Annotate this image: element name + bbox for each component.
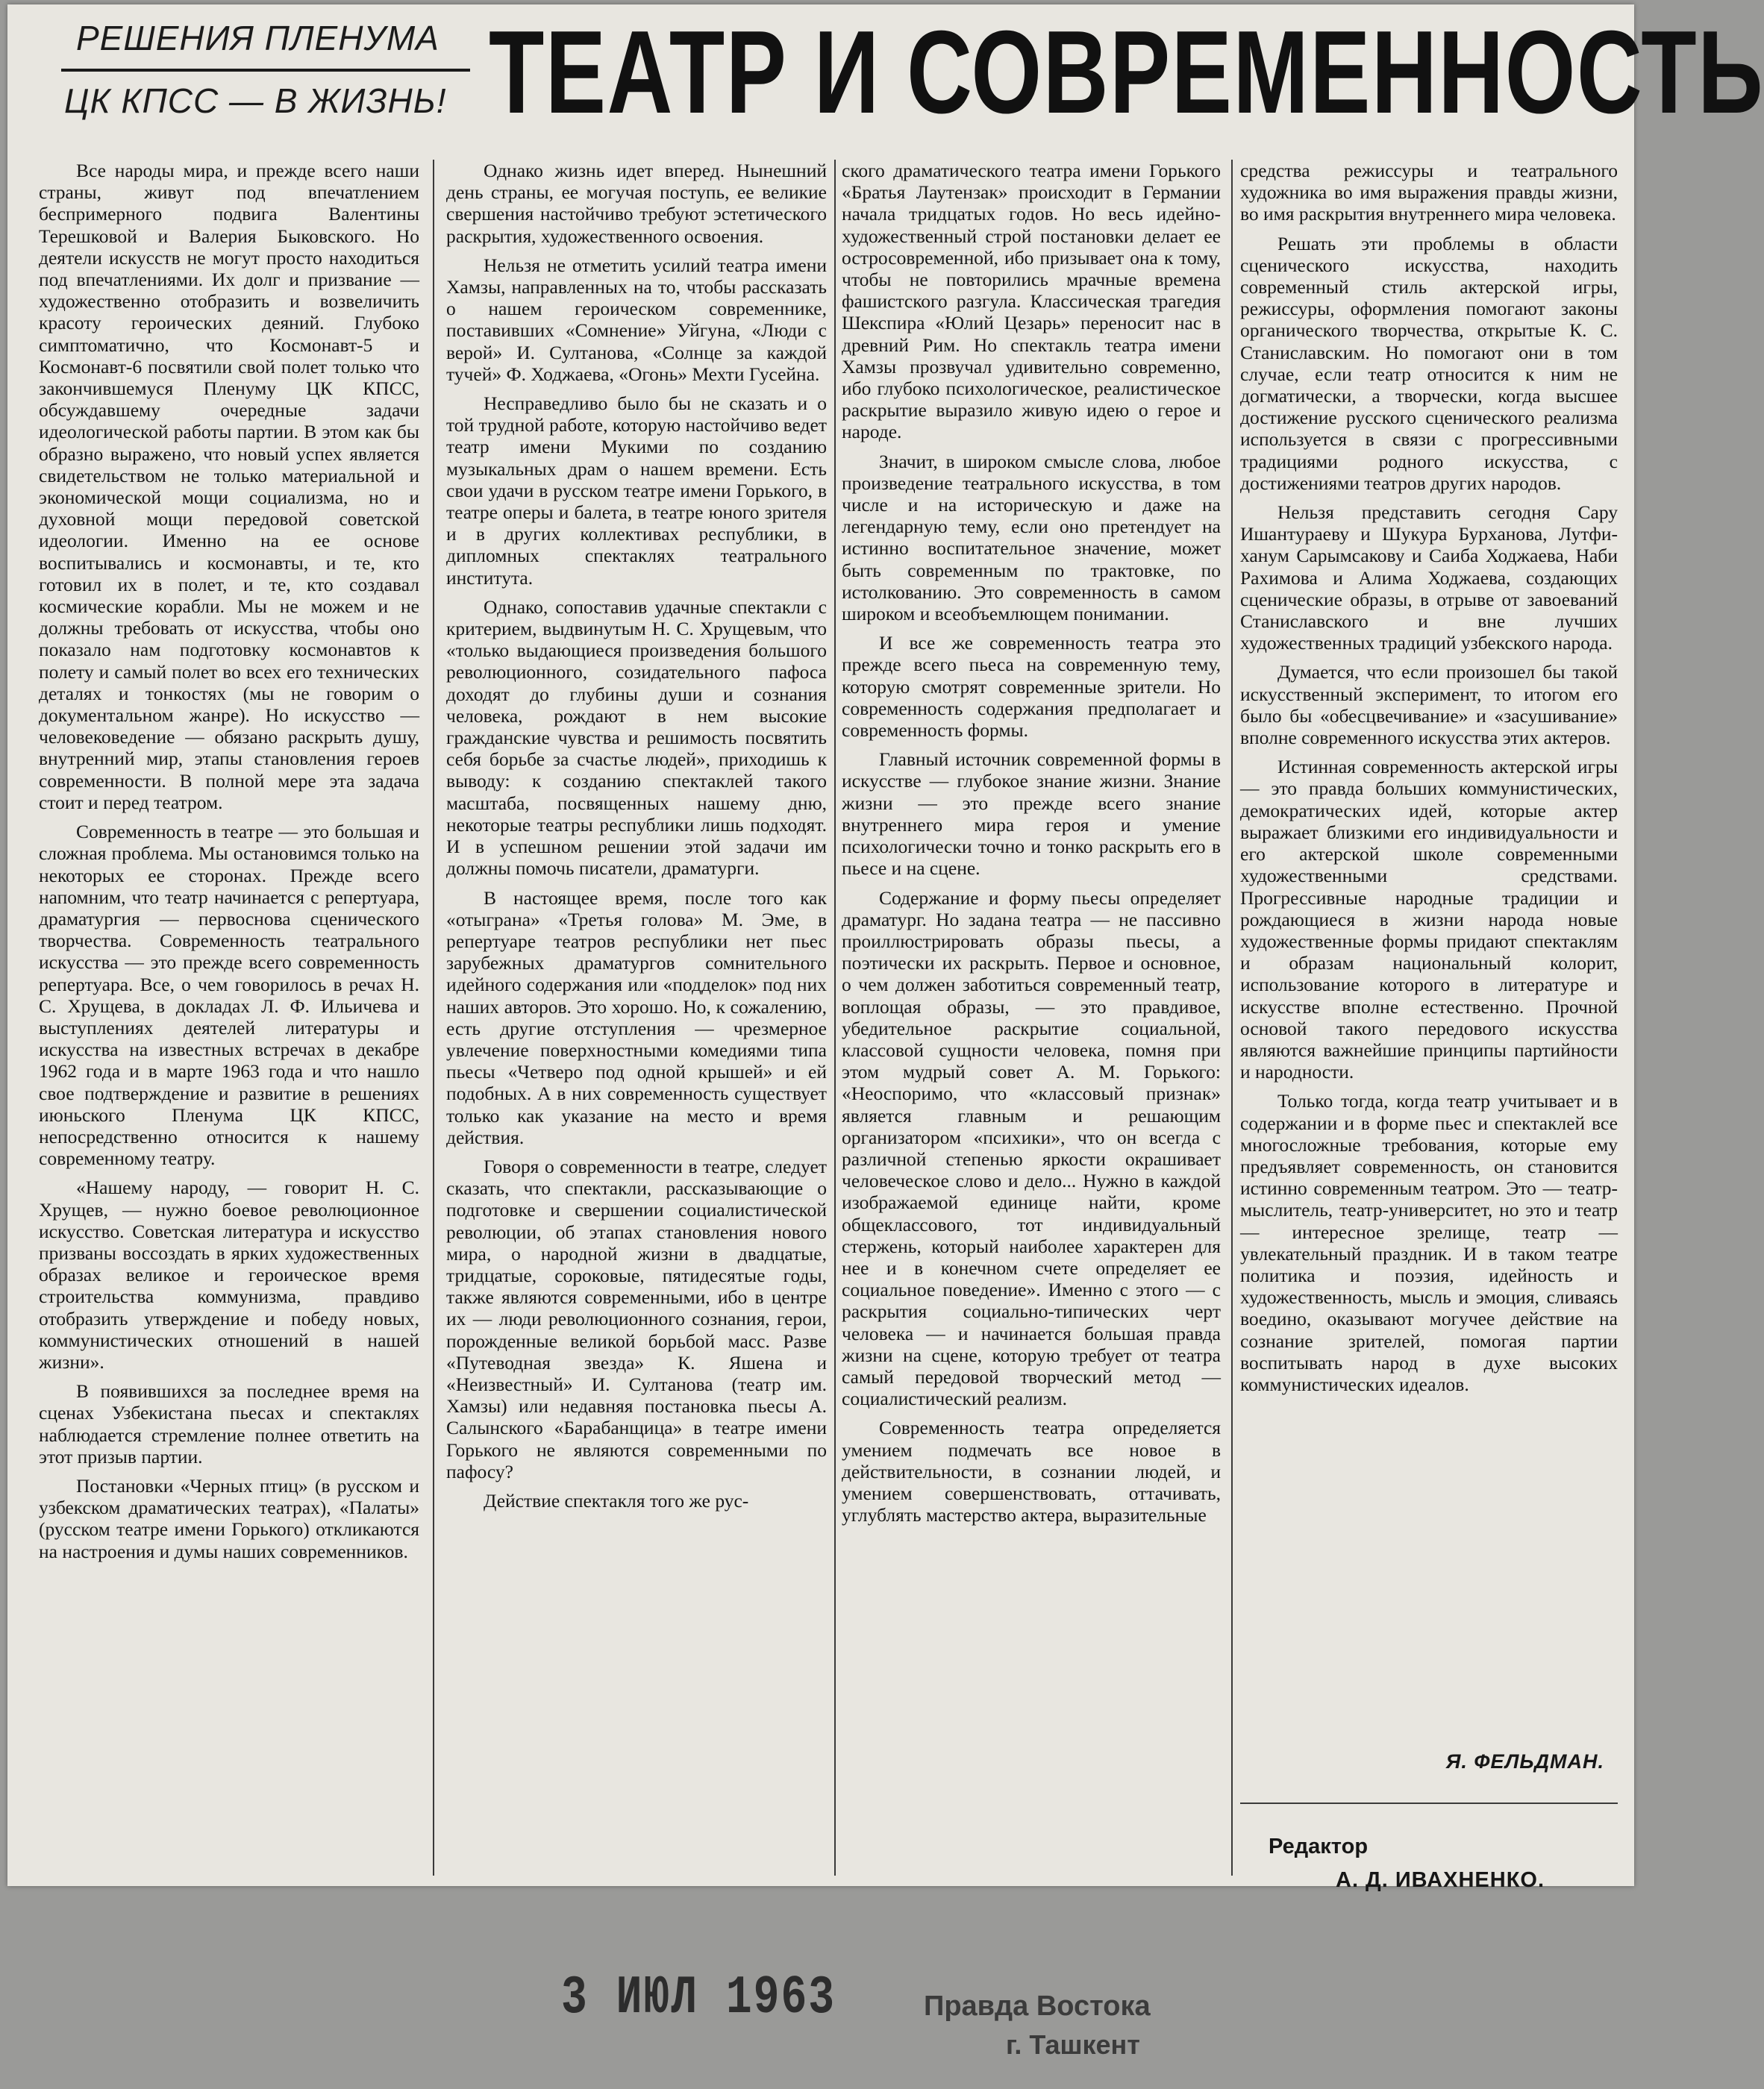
paragraph: ского драматического театра имени Горького «Братья Лаутензак» происходит в Германии начала тридцатых годов. Но весь идейно-художественный строй постановки делает ее остросовременной, ибо призывает она к тому, чтобы не повторились мрачные времена фашистского разгула. Классическая трагедия Шекспира «Юлий Цезарь» переносит нас в древний Рим. Но спектакль театра имени Хамзы прозвучал удивительно современно, ибо глубоко психологическое, реалистическое раскрытие выразило живую идею о герое и народе. — [842, 160, 1221, 443]
column-divider — [433, 160, 434, 1876]
paragraph: «Нашему народу, — говорит Н. С. Хрущев, — нужно боевое революционное искусство. Советская литература и искусство призваны воссоздать в ярких художественных образах великое и героическое время строительства коммунизма, правдиво отобразить утверждение и победу новых, коммунистических отношений в нашей жизни». — [39, 1177, 419, 1373]
newspaper-clipping — [7, 4, 1764, 1892]
editor-label: Редактор — [1269, 1835, 1369, 1858]
column-divider — [834, 160, 836, 1876]
paragraph: Значит, в широком смысле слова, любое произведение театрального искусства, в том числе и на историческую и даже на легендарную тему, если оно претендует на истинно воспитательное значение, может быть современным по трактовке, по истолкованию. Это современность в самом широком и всеобъемлющем понимании. — [842, 450, 1221, 625]
paragraph: Содержание и форму пьесы определяет драматург. Но задана театра — не пассивно проиллюстрировать образы пьесы, а поэтически их раскрыть. Первое и основное, о чем должен заботиться современный театр, воплощая образы, — это правдивое, убедительное раскрытие социальной, классовой сущности человека, помня при этом мудрый совет А. М. Горького: «Неоспоримо, что «классовый признак» является главным и решающим организатором «психики», что он всегда с различной степенью яркости окрашивает человеческое слово и дело... Нужно в каждой изображаемой единице найти, кроме общеклассового, тот индивидуальный стержень, который наиболее характерен для нее и в конечном счете определяет ее социальное поведение». Именно с этого — с раскрытия социально-типических черт человека — и начинается большая правда жизни на сцене, которую требует от театра самый передовой творческий метод — социалистический реализм. — [842, 886, 1221, 1410]
author-signature: Я. ФЕЛЬДМАН. — [1445, 1750, 1604, 1773]
editor-divider — [1240, 1803, 1618, 1804]
article-column-4 — [1240, 160, 1618, 1395]
article-column-2 — [446, 160, 827, 1512]
paragraph: Все народы мира, и прежде всего наши страны, живут под впечатлением беспримерного подвига Валентины Терешковой и Валерия Быковского. Но деятели искусств не могут просто находиться под впечатлениями. Их долг и призвание — художественно отобразить и возвеличить красоту героических деяний. Глубоко симптоматично, что Космонавт-5 и Космонавт-6 посвятили свой полет только что закончившемуся Пленуму ЦК КПСС, обсуждавшему очередные задачи идеологической работы партии. В этом как бы образно выражено, что новый успех является свидетельством не только материальной и экономической мощи социализма, но и духовной мощи передовой советской идеологии. Именно на ее основе воспитывались и космонавты, и те, кто готовил их в полет, и те, кто создавал космические корабли. Мы не можем и не должны требовать от искусства, чтобы оно показало нам подготовку космонавтов к полету и самый полет во всех его технических деталях и тонкостях (мы не говорим о документальном жанре). Но искусство — человековедение — обязано раскрыть душу, внутренний мир, этапы становления героев современности. В полной мере эта задача стоит и перед театром. — [39, 160, 419, 813]
column-divider — [1231, 160, 1233, 1876]
paragraph: Однако, сопоставив удачные спектакли с критерием, выдвинутым Н. С. Хрущевым, что «только выдающиеся произведения большого революционного, созидательного пафоса доходят до глубины души и сознания человека, рождают в нем высокие гражданские чувства и решимость посвятить себя борьбе за счастье людей», приходишь к выводу: к созданию спектаклей такого масштаба, посвященных нашему дню, некоторые театры республики лишь подходят. И в успешном решении этой задачи им должны помочь писатели, драматурги. — [446, 595, 827, 880]
paragraph: средства режиссуры и театрального художника во имя выражения правды жизни, во имя раскрытия внутреннего мира человека. — [1240, 160, 1618, 225]
paragraph: Несправедливо было бы не сказать и о той трудной работе, которую настойчиво ведет театр имени Мукими по созданию музыкальных драм о нашем времени. Есть свои удачи в русском театре имени Горького, в театре оперы и балета, в театре юного зрителя и в других коллективах республики, в дипломных спектаклях театрального института. — [446, 392, 827, 589]
paragraph: Главный источник современной формы в искусстве — глубокое знание жизни. Знание жизни — это прежде всего знание внутреннего мира героя и умение психологически точно и тонко раскрыть его в пьесе и на сцене. — [842, 748, 1221, 880]
paragraph: Современность театра определяется умением подмечать все новое в действительности, в сознании людей, и умением совершенствовать, оттачивать, углублять мастерство актера, выразительные — [842, 1417, 1221, 1526]
rubric-divider — [61, 69, 470, 72]
newspaper-stamp: Правда Востока — [924, 1991, 1151, 2022]
paragraph: Постановки «Черных птиц» (в русском и узбекском драматических театрах), «Палаты» (русском театре имени Горького) откликаются на настроения и думы наших современников. — [39, 1474, 419, 1562]
paragraph: Думается, что если произошел бы такой искусственный эксперимент, то итогом его было бы «обесцвечивание» и «засушивание» вполне современного искусства этих актеров. — [1240, 661, 1618, 749]
rubric-line-1: РЕШЕНИЯ ПЛЕНУМА — [76, 19, 440, 57]
paragraph: Только тогда, когда театр учитывает и в содержании и в форме пьес и спектаклей все многосложные требования, которые ему предъявляет современность, он становится истинно современным театром. Это — театр-мыслитель, театр-университет, но это и театр — интересное зрелище, театр — увлекательный праздник. И в таком театре политика и поэзия, идейность и художественность, мысль и эмоция, сливаясь воедино, оказывают могучее действие на сознание зрителей, помогая партии воспитывать народ в духе высоких коммунистических идеалов. — [1240, 1090, 1618, 1395]
article-headline: ТЕАТР И СОВРЕМЕННОСТЬ — [489, 7, 1764, 138]
paragraph: Истинная современность актерской игры — это правда больших коммунистических, демократических идей, которые актер выражает близкими его индивидуальности и его актерской школе современными художественными средствами. Прогрессивные народные традиции и рождающиеся в жизни народа новые художественные формы придают спектаклям и образам национальный колорит, использование которого в литературе и искусстве вполне естественно. Прочной основой такого передового искусства являются важнейшие принципы партийности и народности. — [1240, 756, 1618, 1083]
article-column-1 — [39, 160, 419, 1562]
city-stamp: г. Ташкент — [1006, 2029, 1140, 2060]
paragraph: В настоящее время, после того как «отыграна» «Третья голова» М. Эме, в репертуаре театров республики нет пьес зарубежных драматургов сомнительного идейного содержания или «подделок» под них наших авторов. Это хорошо. Но, к сожалению, есть другие отступления — чрезмерное увлечение поверхностными комедиями типа пьесы «Четверо под одной крышей» и ей подобных. А в них современность существует только как указание на место и время действия. — [446, 886, 827, 1148]
paragraph: Современность в театре — это большая и сложная проблема. Мы остановимся только на некоторых ее сторонах. Прежде всего напомним, что театр начинается с репертуара, драматургия — первоснова сценического творчества. Современность театрального искусства — это прежде всего современность репертуара. Все, о чем говорилось в речах Н. С. Хрущева, в докладах Л. Ф. Ильичева и выступлениях деятелей литературы и искусства на известных встречах в декабре 1962 года и в марте 1963 года и что нашло свое подтверждение и развитие в решениях июньского Пленума ЦК КПСС, непосредственно относится к нашему современному театру. — [39, 821, 419, 1170]
article-column-3 — [842, 160, 1221, 1526]
date-stamp: 3 ИЮЛ 1963 — [561, 1968, 836, 2029]
paragraph: Однако жизнь идет вперед. Нынешний день страны, ее могучая поступь, ее великие свершения настойчиво требуют эстетического раскрытия, художественного освоения. — [446, 160, 827, 247]
paragraph: Действие спектакля того же рус- — [484, 1489, 749, 1512]
paragraph: Решать эти проблемы в области сценического искусства, находить современный стиль актерской игры, режиссуры, оформления помогают законы органического творчества, открытые К. С. Станиславским. Но помогают они в том случае, если театр относится к ним не догматически, а творчески, когда высшее достижение русского сценического реализма используется в связи с прогрессивными традициями родного искусства, с достижениями театров других народов. — [1240, 232, 1618, 494]
paragraph: В появившихся за последнее время на сценах Узбекистана пьесах и спектаклях наблюдается стремление полнее ответить на этот призыв партии. — [39, 1380, 419, 1468]
paragraph: Говоря о современности в театре, следует сказать, что спектакли, рассказывающие о подготовке и свершении социалистической революции, об этапах становления нового мира, о народной жизни в двадцатые, тридцатые, сороковые, пятидесятые годы, также являются современными, ибо в центре их — люди революционного сознания, герои, порожденные великой борьбой масс. Разве «Путеводная звезда» К. Яшена и «Неизвестный» И. Султанова (театр им. Хамзы) или недавняя постановка пьесы А. Салынского «Барабанщица» в театре имени Горького не являются современными по пафосу? — [446, 1155, 827, 1482]
editor-name: А. Д. ИВАХНЕНКО. — [1336, 1868, 1545, 1892]
rubric-line-2: ЦК КПСС — В ЖИЗНЬ! — [64, 81, 447, 120]
paragraph: Нельзя не отметить усилий театра имени Хамзы, направленных на то, чтобы рассказать о нашем героическом современнике, поставивших «Сомнение» Уйгуна, «Люди с верой» И. Султанова, «Солнце за каждой тучей» Ф. Ходжаева, «Огонь» Мехти Гусейна. — [446, 254, 827, 385]
paragraph: Нельзя представить сегодня Сару Ишантураеву и Шукура Бурханова, Лутфи-ханум Сарымсакову и Саиба Ходжаева, Наби Рахимова и Алима Ходжаева, создающих сценические образы, в отрыве от завоеваний Станиславского и вне лучших художественных традиций узбекского народа. — [1240, 501, 1618, 654]
paragraph: И все же современность театра это прежде всего пьеса на современную тему, которую смотрят современные зрители. Но современность содержания предполагает и современность формы. — [842, 632, 1221, 742]
rubric — [61, 13, 470, 130]
